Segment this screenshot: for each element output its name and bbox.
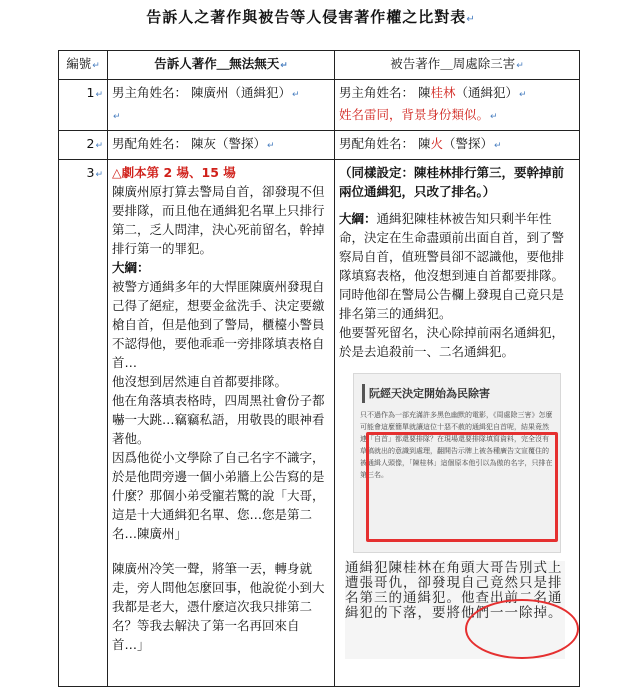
red-highlight-circle	[465, 599, 579, 659]
row-left: 男主角姓名： 陳廣州（通緝犯）↵ ↵	[108, 80, 335, 131]
table-row	[59, 80, 580, 131]
red-highlight-box	[366, 432, 558, 542]
row-left: 男配角姓名： 陳灰（警探）↵	[108, 131, 335, 160]
row-right: 男配角姓名： 陳火（警探）↵	[335, 131, 580, 160]
paragraph: 大綱：通緝犯陳桂林被告知只剩半年性命，決定在生命盡頭前出面自首，到了警察局自首，值班警員卻不認識他，要他排隊填寫表格，他沒想到連自首都要排隊。	[339, 211, 565, 283]
row-num: 2↵	[59, 131, 108, 160]
header-defendant: 被告著作＿周處除三害↵	[335, 51, 580, 80]
article-screenshot	[353, 373, 561, 553]
table-row	[59, 131, 580, 160]
row-left	[108, 160, 335, 687]
synopsis-text: 通緝犯陳桂林在角頭大哥告別式上遭張哥仇，卻發現自己竟然只是排名第三的通緝犯。他查出前二名通緝犯的下落，要將他們一一除掉。	[345, 560, 563, 621]
similarity-note: 姓名雷同，背景身份類似。	[339, 107, 490, 122]
table-header-row	[59, 51, 580, 80]
page-title: 告訴人之著作與被告等人侵害著作權之比對表↵	[146, 8, 476, 26]
paragraph: 他沒想到居然連自首都要排隊。	[112, 374, 288, 389]
header-num: 編號↵	[59, 51, 108, 80]
row-num: 1↵	[59, 80, 108, 131]
paragraph: 陳廣州原打算去警局自首，卻發現不但要排隊，而且他在通緝犯名單上只排行第二，乏人問津，決心死前留名，幹掉排行第一的罪犯。	[112, 184, 325, 256]
outline-label: 大綱：	[112, 260, 150, 275]
paragraph: 因爲他從小文學除了自己名字不識字，於是他問旁邊一個小弟牆上公告寫的是什麼？那個小弟受寵若驚的說「大哥，這是十大通緝犯名單、您…您是第二名…陳廣州」	[112, 450, 325, 541]
setting-note: （同樣設定：陳桂林排行第三，要幹掉前兩位通緝犯，只改了排名。）	[339, 165, 565, 199]
paragraph: 他在角落填表格時，四周黑社會份子都嚇一大跳…竊竊私語，用敬畏的眼神看著他。	[112, 393, 325, 446]
row-right	[335, 160, 580, 687]
article-text: 只不過作為一部充滿許多黑色幽默的電影，《周處除三害》怎麼可能會這麼簡單就讓這位十惡不赦的通緝犯自首呢，結果竟然連「自首」都還要排隊？在現場還要排隊填寫資料，完全沒有草稿就出的意識到處理，翻開告示牌上被各種廣告文宣覆住的被通緝人頭像，「陳桂林」這個原本他引以為傲的名字，只排在第三名。	[360, 411, 553, 479]
paragraph: 同時他卻在警局公告欄上發現自己竟只是排名第三的通緝犯。	[339, 287, 565, 321]
comparison-table	[58, 50, 580, 687]
header-plaintiff: 告訴人著作＿無法無天↵	[108, 51, 335, 80]
article-heading: 阮經天決定開始為民除害	[362, 384, 560, 403]
row-right: 男主角姓名： 陳桂林（通緝犯）↵ 姓名雷同，背景身份類似。↵	[335, 80, 580, 131]
row-num: 3↵	[59, 160, 108, 687]
synopsis-screenshot	[345, 561, 565, 659]
table-row	[59, 160, 580, 687]
paragraph: 陳廣州冷笑一聲，將筆一丟，轉身就走，旁人問他怎麼回事，他說從小到大我都是老大，憑什麼這次我只排第二名？等我去解決了第一名再回來自首…」	[112, 561, 325, 652]
paragraph: 他要誓死留名，決心除掉前兩名通緝犯，於是去追殺前一、二名通緝犯。	[339, 325, 565, 359]
paragraph: 被警方通緝多年的大悍匪陳廣州發現自己得了絕症，想要金盆洗手、決定要繳槍自首，但是他到了警局，櫃檯小警員不認得他，要他乖乖一旁排隊填表格自首…	[112, 279, 325, 370]
scene-heading: △劇本第 2 場、15 場	[112, 165, 236, 180]
